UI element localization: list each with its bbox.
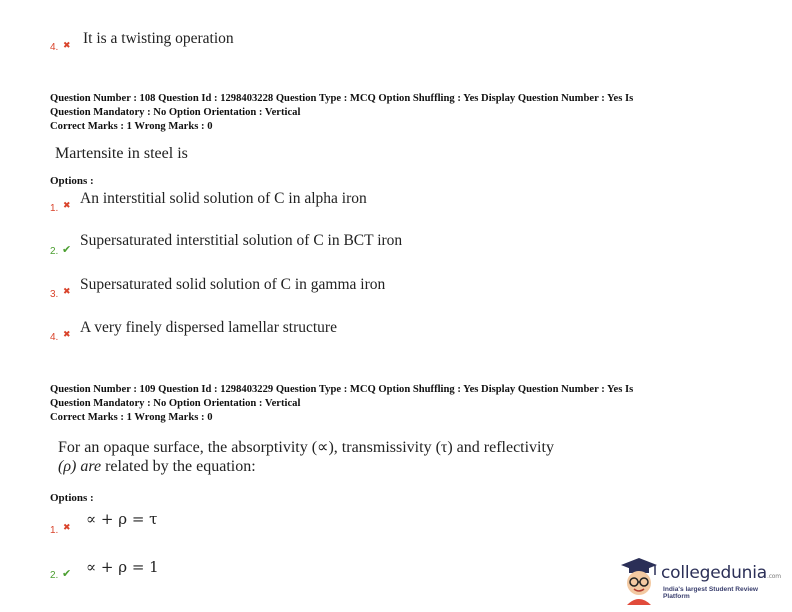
option-number: 3. bbox=[50, 289, 59, 300]
q108-option-2 bbox=[50, 232, 550, 256]
collegedunia-logo bbox=[617, 555, 782, 605]
logo-mascot-icon bbox=[617, 555, 661, 605]
q109-meta-line2: Question Mandatory : No Option Orientation : Vertical bbox=[50, 398, 301, 409]
option-text: Supersaturated interstitial solution of C in BCT iron bbox=[80, 232, 403, 249]
q108-option-1 bbox=[50, 190, 550, 214]
option-text: ∝ + ρ = 1 bbox=[86, 558, 159, 576]
logo-wordmark bbox=[661, 563, 781, 583]
option-text: An interstitial solid solution of C in alpha iron bbox=[80, 190, 367, 207]
option-number: 4. bbox=[50, 332, 59, 343]
option-text: Supersaturated solid solution of C in gamma iron bbox=[80, 276, 386, 293]
prev-option-4 bbox=[50, 30, 450, 54]
option-text: A very finely dispersed lamellar structure bbox=[80, 319, 337, 336]
check-mark-icon: ✔ bbox=[62, 243, 72, 256]
q109-meta bbox=[50, 383, 750, 425]
cross-mark-icon: ✖ bbox=[63, 41, 71, 51]
q109-options-label: Options : bbox=[50, 492, 94, 504]
option-text: ∝ + ρ = τ bbox=[86, 510, 158, 528]
cross-mark-icon: ✖ bbox=[63, 330, 71, 340]
q109-option-2 bbox=[50, 558, 350, 584]
option-number: 4. bbox=[50, 42, 59, 53]
q108-marks: Correct Marks : 1 Wrong Marks : 0 bbox=[50, 121, 213, 132]
q108-options-label: Options : bbox=[50, 175, 94, 187]
option-number: 1. bbox=[50, 203, 59, 214]
option-number: 1. bbox=[50, 525, 59, 536]
q109-meta-line1: Question Number : 109 Question Id : 1298403229 Question Type : MCQ Option Shuffling : Yes Display Question Number : Yes Is bbox=[50, 384, 634, 395]
q108-question-text: Martensite in steel is bbox=[55, 145, 188, 162]
option-text: It is a twisting operation bbox=[83, 30, 234, 47]
q108-meta-line2: Question Mandatory : No Option Orientation : Vertical bbox=[50, 107, 301, 118]
q109-question-math: (ρ) are bbox=[58, 458, 102, 475]
cross-mark-icon: ✖ bbox=[63, 523, 71, 533]
option-number: 2. bbox=[50, 570, 59, 581]
logo-name: collegedunia bbox=[661, 563, 767, 583]
q109-question-line2 bbox=[58, 457, 658, 476]
q108-option-3 bbox=[50, 276, 550, 300]
q109-option-1 bbox=[50, 510, 350, 536]
q109-question-text bbox=[58, 438, 658, 476]
cross-mark-icon: ✖ bbox=[63, 201, 71, 211]
q109-question-rest: related by the equation: bbox=[101, 458, 256, 475]
logo-tagline: India's largest Student Review Platform bbox=[663, 586, 759, 600]
q108-meta-line1: Question Number : 108 Question Id : 1298403228 Question Type : MCQ Option Shuffling : Yes Display Question Number : Yes Is bbox=[50, 93, 634, 104]
option-number: 2. bbox=[50, 246, 59, 257]
cross-mark-icon: ✖ bbox=[63, 287, 71, 297]
check-mark-icon: ✔ bbox=[62, 567, 72, 580]
logo-tld: .com bbox=[766, 573, 781, 580]
q108-meta bbox=[50, 92, 750, 134]
q109-marks: Correct Marks : 1 Wrong Marks : 0 bbox=[50, 412, 213, 423]
q109-question-line1: For an opaque surface, the absorptivity (∝), transmissivity (τ) and reflectivity bbox=[58, 439, 554, 456]
q108-option-4 bbox=[50, 319, 550, 343]
